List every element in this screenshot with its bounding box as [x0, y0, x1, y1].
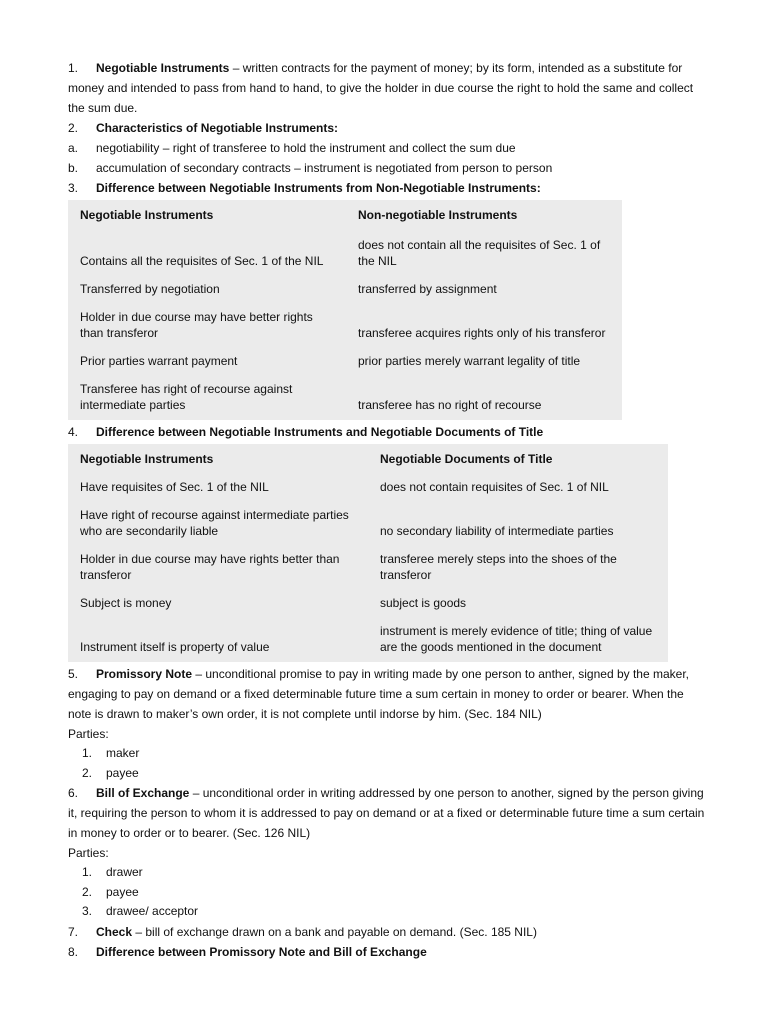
table-header-cell: Negotiable Instruments [80, 452, 214, 466]
table-cell: transferred by assignment [358, 282, 497, 296]
table-cell: Transferee has right of recourse against intermediate parties [80, 382, 293, 412]
table-cell: does not contain requisites of Sec. 1 of NIL [380, 480, 609, 494]
table-cell: Instrument itself is property of value [80, 640, 270, 654]
table-row [68, 278, 622, 300]
list-number: 1. [82, 746, 93, 760]
item-number: 4. [68, 425, 79, 439]
table-header-cell: Negotiable Instruments [80, 208, 214, 222]
table-row [68, 592, 668, 614]
item-title: Bill of Exchange [96, 786, 190, 800]
item-title: Promissory Note [96, 667, 193, 681]
item-number: 1. [68, 61, 79, 75]
list-item [68, 744, 708, 764]
item-title: Negotiable Instruments [96, 61, 230, 75]
item-text: – bill of exchange drawn on a bank and payable on demand. (Sec. 185 NIL) [132, 924, 537, 939]
list-item [68, 764, 708, 784]
table-header-cell: Non-negotiable Instruments [358, 208, 518, 222]
parties-label: Parties: [68, 727, 109, 741]
item-6 [68, 783, 708, 843]
item-text: – written contracts for the payment of money; by its form, intended as a substitute for money and intended to pass from hand to hand, to give the holder in due course the right to hold the same and collect the sum due. [68, 61, 694, 115]
list-number: 2. [82, 884, 93, 899]
table-row [68, 378, 622, 416]
table-header-cell: Negotiable Documents of Title [380, 452, 553, 466]
item-text: accumulation of secondary contracts – instrument is negotiated from person to person [96, 161, 553, 175]
item-4 [68, 422, 708, 442]
item-3 [68, 178, 708, 198]
table-cell: Transferred by negotiation [80, 282, 220, 296]
item-number: 8. [68, 944, 79, 959]
table-cell: transferee merely steps into the shoes of the transferor [380, 552, 617, 582]
item-2a [68, 138, 708, 158]
table-row [68, 504, 668, 542]
item-letter: b. [68, 161, 79, 175]
document-page [68, 58, 708, 962]
item-2b [68, 158, 708, 178]
table-cell: Have requisites of Sec. 1 of the NIL [80, 480, 269, 494]
item-title: Difference between Negotiable Instruments and Negotiable Documents of Title [96, 425, 544, 439]
item-letter: a. [68, 141, 79, 155]
list-item [68, 902, 708, 922]
table-row [68, 306, 622, 344]
table-header-row [68, 448, 668, 470]
table-cell: Holder in due course may have better rights than transferor [80, 310, 313, 340]
list-item [68, 863, 708, 883]
table-row [68, 548, 668, 586]
table-cell: Subject is money [80, 596, 172, 610]
item-number: 5. [68, 667, 79, 681]
item-title: Difference between Negotiable Instruments from Non-Negotiable Instruments: [96, 181, 541, 195]
item-number: 7. [68, 924, 79, 939]
item-text: – unconditional promise to pay in writing made by one person to anther, signed by the maker, engaging to pay on demand or a fixed determinable future time a sum certain in money to order or bearer. When the note is drawn to maker’s own order, it is not complete until indorse by him. (Sec. 184 NIL) [68, 667, 689, 721]
item-8 [68, 942, 708, 962]
list-text: maker [106, 746, 140, 760]
table-cell: does not contain all the requisites of Sec. 1 of the NIL [358, 238, 601, 268]
table-cell: subject is goods [380, 596, 467, 610]
list-number: 2. [82, 765, 93, 780]
table-cell: Prior parties warrant payment [80, 354, 238, 368]
table-cell: Have right of recourse against intermediate parties who are secondarily liable [80, 508, 349, 538]
table-cell: transferee acquires rights only of his transferor [358, 326, 606, 340]
table-row [68, 620, 668, 658]
item-text: negotiability – right of transferee to hold the instrument and collect the sum due [96, 141, 516, 155]
item-number: 2. [68, 121, 79, 135]
parties-label: Parties: [68, 846, 109, 860]
table-row [68, 476, 668, 498]
table-cell: prior parties merely warrant legality of title [358, 354, 581, 368]
list-number: 3. [82, 904, 93, 918]
item-1 [68, 58, 708, 118]
list-text: payee [106, 765, 139, 780]
item-2 [68, 118, 708, 138]
item-title: Difference between Promissory Note and Bill of Exchange [96, 944, 427, 959]
list-number: 1. [82, 865, 93, 879]
item-number: 6. [68, 786, 79, 800]
item-number: 3. [68, 181, 79, 195]
item-title: Check [96, 924, 133, 939]
list-item [68, 883, 708, 903]
table-cell: transferee has no right of recourse [358, 398, 542, 412]
list-text: drawee/ acceptor [106, 904, 199, 918]
table-row [68, 350, 622, 372]
table-cell: Contains all the requisites of Sec. 1 of the NIL [80, 254, 324, 268]
table-cell: instrument is merely evidence of title; thing of value are the goods mentioned in the document [380, 624, 653, 654]
comparison-table-documents-of-title [68, 444, 668, 662]
item-5 [68, 664, 708, 724]
table-row [68, 234, 622, 272]
list-text: drawer [106, 865, 143, 879]
comparison-table-non-negotiable [68, 200, 622, 420]
table-header-row [68, 204, 622, 226]
list-text: payee [106, 884, 139, 899]
item-title: Characteristics of Negotiable Instruments: [96, 121, 339, 135]
item-7 [68, 922, 708, 942]
table-cell: Holder in due course may have rights better than transferor [80, 552, 340, 582]
table-cell: no secondary liability of intermediate parties [380, 524, 614, 538]
item-text: – unconditional order in writing addressed by one person to another, signed by the person giving it, requiring the person to whom it is addressed to pay on demand or at a fixed or determinable future time a sum certain in money to order or to bearer. (Sec. 126 NIL) [68, 786, 705, 840]
